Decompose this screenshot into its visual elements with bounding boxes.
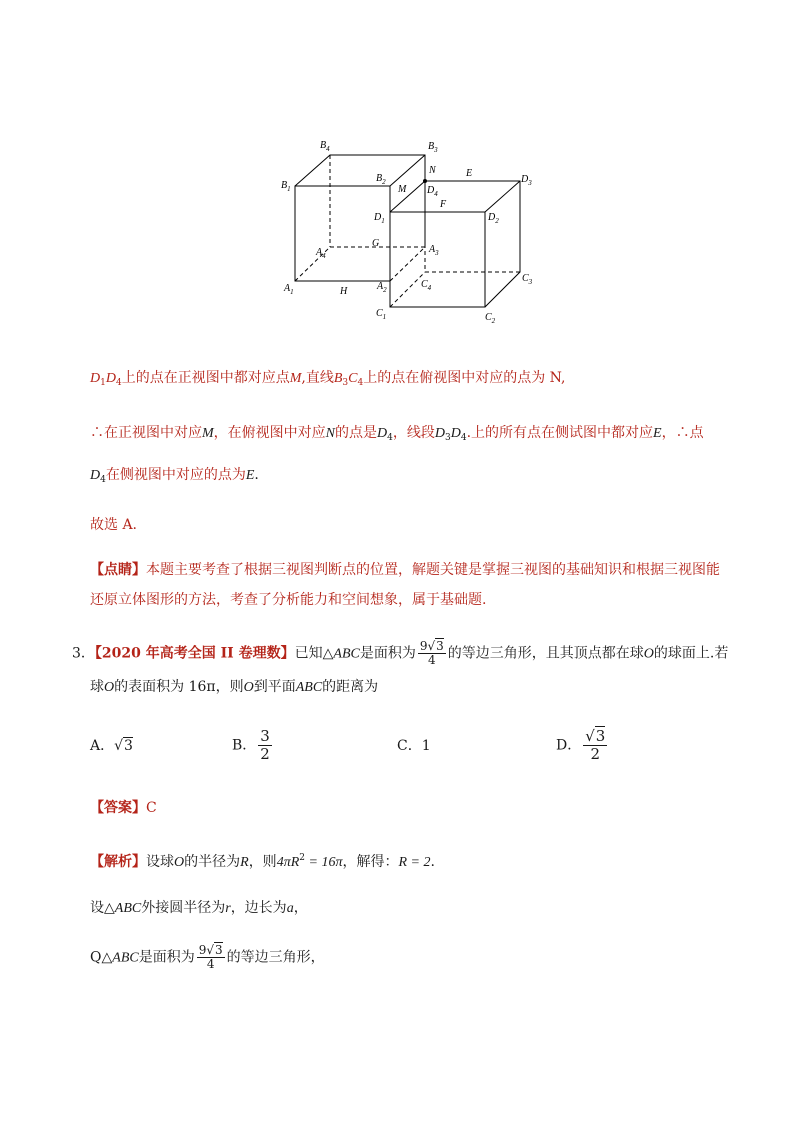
comment-tag: 【点睛】	[90, 562, 146, 578]
label-b1: $B_1$	[281, 180, 291, 193]
fraction-area: $\frac{9√3}{4}$	[419, 639, 444, 667]
option-label: B．	[232, 737, 257, 754]
denominator: 4	[206, 957, 215, 971]
subscript: 3	[445, 433, 451, 443]
text: 是面积为	[359, 645, 416, 662]
denominator: 4	[427, 653, 436, 667]
text: 外接圆半径为	[141, 900, 226, 916]
label-c2: $C_2$	[485, 312, 496, 325]
text: ，	[293, 900, 308, 916]
text: 在侧视图中对应的点为	[105, 467, 246, 483]
sqrt-arg: 3	[436, 639, 444, 653]
text: Q	[90, 949, 102, 966]
label-n: N	[429, 165, 436, 176]
text: .	[430, 854, 435, 870]
equation: = 16π	[305, 855, 343, 870]
label-c1: $C_1$	[376, 308, 387, 321]
circumradius-line	[90, 898, 308, 919]
label-d3: $D_3$	[521, 174, 532, 187]
answer-line	[90, 798, 157, 818]
label-c4: $C_4$	[421, 279, 432, 292]
left-cube-front-face	[295, 186, 390, 281]
question-source: 【2020 年高考全国 II 卷理数】	[94, 645, 295, 662]
label-m: M	[398, 184, 407, 195]
text: ∴在正视图中对应	[90, 425, 202, 441]
math-o: O	[104, 680, 115, 695]
sqrt-arg: 3	[595, 727, 606, 745]
solution-line-2	[90, 423, 704, 448]
math-d: D	[434, 426, 445, 441]
cube-figure	[0, 0, 794, 340]
option-value: 3	[124, 738, 133, 754]
option-a: A．√3	[90, 738, 133, 754]
comment-line-1	[90, 560, 720, 580]
option-fraction: $\frac{√3}{2}$	[585, 727, 606, 763]
math-b: B	[333, 371, 343, 386]
analysis-tag: 【解析】	[90, 854, 146, 870]
math-o: O	[243, 680, 254, 695]
label-b3: $B_3$	[428, 141, 438, 154]
edge-b2-b3	[390, 155, 425, 186]
question-line-2	[90, 677, 378, 698]
subscript: 1	[100, 378, 106, 388]
math-m: M	[202, 426, 214, 441]
math-a: a	[286, 901, 294, 916]
text: 上的点在正视图中都对应点	[121, 370, 290, 386]
text: 是面积为	[138, 949, 195, 966]
math-abc: ABC	[112, 950, 139, 966]
numerator: 3	[260, 727, 270, 745]
subscript: 4	[460, 433, 467, 443]
label-a1: $A_1$	[284, 283, 294, 296]
text: ，∴点	[661, 425, 704, 441]
text: ,直线	[301, 370, 334, 386]
comment-text: 本题主要考查了根据三视图判断点的位置，解题关键是掌握三视图的基础知识和根据三视图能	[146, 562, 720, 578]
question-line-1	[72, 640, 728, 667]
edge-c1-c4	[390, 272, 425, 307]
math-abc: ABC	[114, 901, 142, 916]
text: 的距离为	[322, 679, 379, 695]
text: 球	[90, 679, 104, 695]
option-d	[556, 728, 609, 763]
right-cube-back-edges	[390, 181, 520, 307]
option-fraction	[258, 728, 272, 763]
text: 的半径为	[184, 854, 241, 870]
math-m: M	[289, 371, 302, 386]
label-b2: $B_2$	[376, 173, 386, 186]
math-pi: π	[206, 679, 216, 695]
label-b4: $B_4$	[320, 140, 330, 153]
math-d: D	[377, 426, 388, 441]
comment-line-2: 还原立体图形的方法，考查了分析能力和空间想象，属于基础题.	[90, 592, 487, 608]
edge-d2-d3	[485, 181, 520, 212]
text: ，则	[215, 679, 244, 695]
text: 的球面上.若	[653, 645, 729, 662]
answer-value: C	[146, 800, 157, 816]
sqrt-arg: 3	[215, 943, 223, 957]
option-c	[397, 736, 431, 756]
analysis-line	[90, 848, 435, 873]
fraction-area: $\frac{9√3}{4}$	[198, 943, 223, 971]
text: 的等边三角形，	[226, 949, 325, 966]
subscript: 4	[357, 378, 364, 388]
text: ，解得：	[342, 854, 399, 870]
text: 的表面积为 16	[114, 679, 207, 695]
label-a3: $A_3$	[429, 244, 439, 257]
text: 的等边三角形，且其顶点都在球	[447, 645, 644, 662]
label-a4: $A_4$	[316, 247, 326, 260]
answer-tag: 【答案】	[90, 800, 146, 816]
math-c: C	[348, 371, 358, 386]
subscript: 4	[100, 475, 106, 485]
math-e: E	[245, 468, 255, 483]
numerator: 9	[419, 639, 428, 653]
text: .	[254, 467, 259, 483]
math-d: D	[450, 426, 461, 441]
denominator: 2	[590, 745, 601, 763]
label-f: F	[440, 199, 447, 210]
text: .上的所有点在侧试图中都对应	[466, 425, 654, 441]
triangle-symbol: △	[104, 900, 115, 916]
edge-a2-a3	[390, 247, 425, 281]
text: ，边长为	[230, 900, 287, 916]
option-label: A．	[90, 738, 115, 754]
subscript: 4	[115, 378, 122, 388]
text: ，线段	[392, 425, 435, 441]
math-o: O	[643, 646, 654, 662]
right-cube-front-face	[390, 212, 485, 307]
label-c3: $C_3$	[522, 273, 533, 286]
denominator: 2	[260, 745, 270, 763]
text: 设	[90, 900, 104, 916]
superscript: 2	[299, 853, 305, 863]
math-abc: ABC	[295, 680, 323, 695]
text: 已知	[294, 645, 323, 662]
label-g: G	[372, 238, 380, 249]
equation: 4πR	[276, 855, 300, 870]
math-e: E	[653, 426, 662, 441]
math-abc: ABC	[333, 646, 360, 662]
math-d: D	[90, 371, 101, 386]
option-label: C．	[397, 738, 422, 754]
equation: R = 2	[398, 855, 431, 870]
label-d2: $D_2$	[488, 212, 499, 225]
math-n: N	[325, 426, 336, 441]
label-h: H	[340, 286, 348, 297]
triangle-symbol: △	[322, 645, 334, 662]
triangle-symbol: △	[101, 949, 113, 966]
text: 的点是	[335, 425, 378, 441]
math-d: D	[90, 468, 101, 483]
text: 上的点在俯视图中对应的点为 N,	[363, 370, 566, 386]
solution-line-3	[90, 465, 259, 490]
left-cube-back-edges	[295, 155, 425, 247]
subscript: 3	[342, 378, 349, 388]
numerator: 9	[198, 943, 207, 957]
solution-line-1	[90, 368, 565, 393]
math-r: R	[240, 855, 249, 870]
math-r: r	[225, 901, 231, 916]
conclusion: 故选 A.	[90, 517, 138, 533]
text: ，在俯视图中对应	[213, 425, 326, 441]
point-n	[423, 179, 427, 183]
label-d1: $D_1$	[374, 212, 385, 225]
option-value: 1	[421, 738, 431, 754]
label-e: E	[466, 168, 473, 179]
text: 设球	[146, 854, 174, 870]
option-label: D．	[556, 737, 582, 754]
math-d: D	[105, 371, 116, 386]
subscript: 4	[387, 433, 393, 443]
option-b	[232, 728, 274, 763]
label-d4: $D_4$	[427, 185, 438, 198]
math-o: O	[174, 855, 185, 870]
triangle-area-line	[90, 944, 325, 971]
text: ，则	[248, 854, 277, 870]
label-a2: $A_2$	[377, 281, 387, 294]
text: 到平面	[253, 679, 296, 695]
question-number: 3．	[72, 645, 95, 662]
